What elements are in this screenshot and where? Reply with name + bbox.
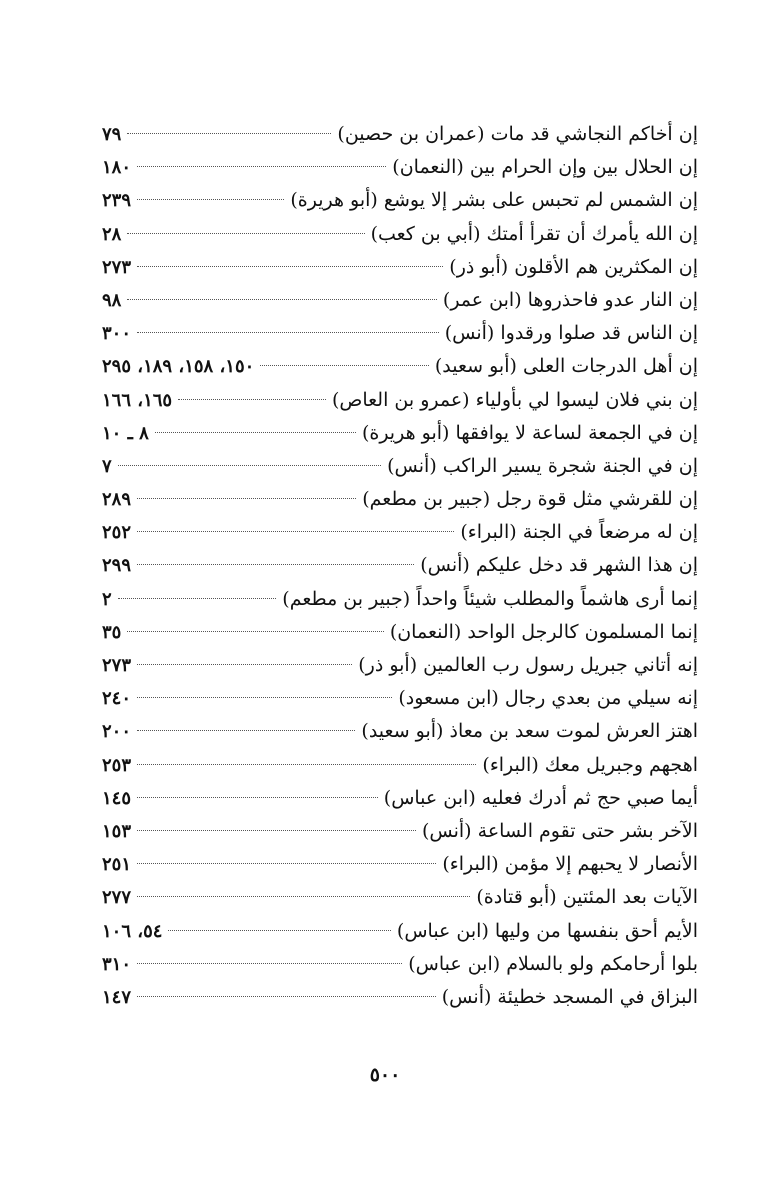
index-entry [102, 715, 698, 748]
entry-text: إن هذا الشهر قد دخل عليكم (أنس) [420, 554, 698, 577]
entry-page-refs: ٢٠٠ [102, 721, 132, 743]
dot-leader [155, 432, 356, 433]
entry-page-refs: ٢ [102, 588, 112, 610]
index-entry [102, 384, 698, 417]
entry-page-refs: ١٤٥ [102, 787, 132, 809]
entry-text: الآيات بعد المئتين (أبو قتادة) [476, 886, 698, 909]
entry-page-refs: ٣١٠ [102, 953, 132, 975]
entry-text: إن أخاكم النجاشي قد مات (عمران بن حصين) [337, 123, 698, 145]
entry-text: إن في الجمعة لساعة لا يوافقها (أبو هريرة) [361, 421, 698, 444]
index-entry [102, 450, 698, 483]
dot-leader [137, 764, 476, 765]
index-entry [102, 583, 698, 616]
dot-leader [127, 233, 364, 234]
index-entry [102, 483, 698, 516]
entry-page-refs: ٢٤٠ [102, 688, 132, 710]
entry-text: إن النار عدو فاحذروها (ابن عمر) [442, 288, 698, 311]
entry-text: البزاق في المسجد خطيئة (أنس) [441, 985, 698, 1008]
entry-text: إن الحلال بين وإن الحرام بين (النعمان) [392, 156, 698, 179]
dot-leader [178, 399, 326, 400]
entry-page-refs: ٣٥ [102, 621, 122, 643]
dot-leader [137, 963, 402, 964]
entry-page-refs: ٢٥٣ [102, 754, 132, 776]
index-entry [102, 516, 698, 549]
index-entry [102, 118, 698, 151]
entry-page-refs: ٢٧٧ [102, 887, 132, 909]
dot-leader [118, 598, 277, 599]
entry-text: إن للقرشي مثل قوة رجل (جبير بن مطعم) [362, 488, 698, 511]
entry-text: أيما صبي حج ثم أدرك فعليه (ابن عباس) [383, 786, 698, 809]
dot-leader [118, 465, 381, 466]
entry-page-refs: ٧ [102, 455, 112, 477]
entry-text: بلوا أرحامكم ولو بالسلام (ابن عباس) [408, 952, 698, 975]
index-entry [102, 350, 698, 383]
dot-leader [137, 697, 392, 698]
dot-leader [168, 930, 390, 931]
entry-text: إنما أرى هاشماً والمطلب شيئاً واحداً (جبير بن مطعم) [282, 587, 698, 610]
dot-leader [127, 299, 437, 300]
entry-text: إنه سيلي من بعدي رجال (ابن مسعود) [398, 687, 698, 710]
dot-leader [137, 996, 436, 997]
entry-text: إن المكثرين هم الأقلون (أبو ذر) [449, 255, 698, 278]
dot-leader [137, 498, 356, 499]
entry-page-refs: ٢٣٩ [102, 190, 132, 212]
index-entry [102, 151, 698, 184]
index-entry [102, 682, 698, 715]
index-entry [102, 981, 698, 1014]
dot-leader [137, 896, 470, 897]
dot-leader [137, 199, 284, 200]
dot-leader [137, 564, 414, 565]
dot-leader [137, 830, 416, 831]
index-entry [102, 948, 698, 981]
entry-page-refs: ٧٩ [102, 124, 122, 145]
dot-leader [137, 531, 454, 532]
index-entry [102, 848, 698, 881]
dot-leader [137, 664, 352, 665]
dot-leader [137, 863, 436, 864]
index-entry [102, 218, 698, 251]
dot-leader [127, 133, 331, 134]
index-entry [102, 649, 698, 682]
index-entry [102, 417, 698, 450]
entry-text: إن أهل الدرجات العلى (أبو سعيد) [434, 355, 698, 378]
index-entry [102, 616, 698, 649]
dot-leader [137, 332, 439, 333]
dot-leader [137, 797, 378, 798]
entry-text: الأيم أحق بنفسها من وليها (ابن عباس) [396, 919, 698, 942]
dot-leader [260, 365, 429, 366]
entry-text: إن بني فلان ليسوا لي بأولياء (عمرو بن العاص) [331, 388, 698, 411]
entry-text: الآخر بشر حتى تقوم الساعة (أنس) [421, 819, 698, 842]
entry-page-refs: ٢٩٩ [102, 555, 132, 577]
entry-text: إن في الجنة شجرة يسير الراكب (أنس) [387, 454, 698, 477]
entry-page-refs: ٢٨٩ [102, 489, 132, 511]
entry-page-refs: ٥٤، ١٠٦ [102, 920, 163, 942]
entry-page-refs: ١٥٠، ١٥٨، ١٨٩، ٢٩٥ [102, 356, 255, 378]
entry-page-refs: ١٦٥، ١٦٦ [102, 389, 173, 411]
dot-leader [137, 166, 386, 167]
entry-text: إنه أتاني جبريل رسول رب العالمين (أبو ذر) [358, 654, 698, 676]
entry-text: اهجهم وجبريل معك (البراء) [482, 753, 698, 776]
dot-leader [137, 266, 443, 267]
entry-page-refs: ١٨٠ [102, 157, 132, 179]
index-entry [102, 549, 698, 582]
index-entry [102, 184, 698, 217]
page-number: ٥٠٠ [369, 1064, 401, 1086]
entry-text: الأنصار لا يحبهم إلا مؤمن (البراء) [442, 853, 698, 876]
index-entry [102, 284, 698, 317]
index-entry [102, 317, 698, 350]
entry-text: إن الشمس لم تحبس على بشر إلا يوشع (أبو هريرة) [290, 189, 698, 212]
dot-leader [137, 730, 355, 731]
index-entry [102, 815, 698, 848]
entry-page-refs: ٩٨ [102, 289, 122, 311]
entry-page-refs: ٨ ـ ١٠ [102, 422, 149, 444]
entry-text: اهتز العرش لموت سعد بن معاذ (أبو سعيد) [361, 720, 698, 743]
entry-page-refs: ٢٧٣ [102, 256, 132, 278]
entry-text: إنما المسلمون كالرجل الواحد (النعمان) [389, 620, 698, 643]
entry-text: إن الناس قد صلوا ورقدوا (أنس) [444, 322, 698, 345]
index-entry [102, 915, 698, 948]
entry-page-refs: ٢٧٣ [102, 655, 132, 676]
entry-page-refs: ٣٠٠ [102, 323, 132, 345]
entry-page-refs: ٢٥١ [102, 854, 132, 876]
dot-leader [127, 631, 383, 632]
entry-text: إن الله يأمرك أن تقرأ أمتك (أبي بن كعب) [370, 222, 698, 245]
entry-text: إن له مرضعاً في الجنة (البراء) [460, 521, 698, 544]
index-entry [102, 782, 698, 815]
entry-page-refs: ١٥٣ [102, 820, 132, 842]
entry-page-refs: ١٤٧ [102, 986, 132, 1008]
entry-page-refs: ٢٨ [102, 223, 122, 245]
entry-page-refs: ٢٥٢ [102, 522, 132, 544]
index-entry [102, 749, 698, 782]
index-entry [102, 251, 698, 284]
hadith-index-list [102, 118, 698, 1014]
index-entry [102, 881, 698, 914]
